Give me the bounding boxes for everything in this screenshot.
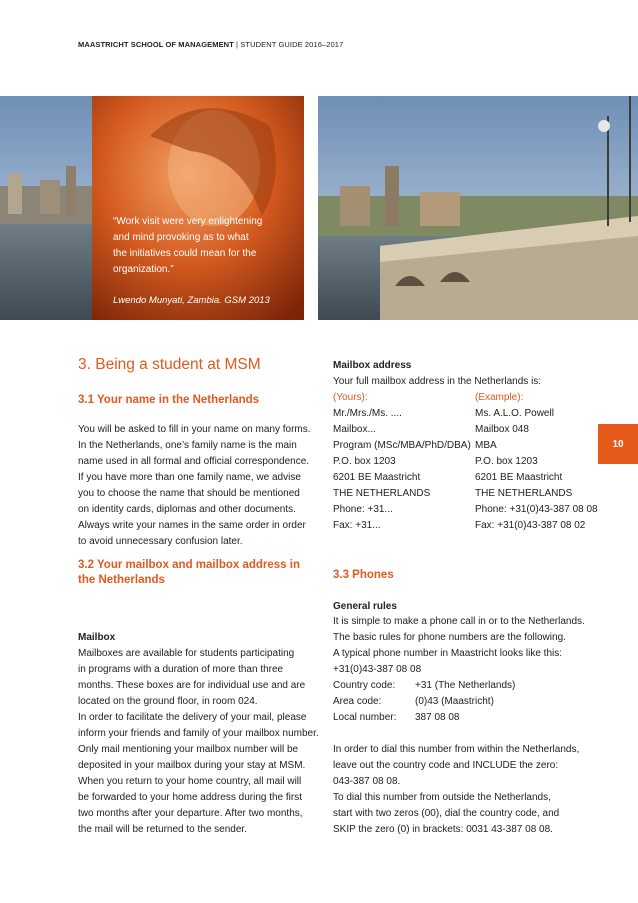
mailbox-address-heading: Mailbox address: [333, 360, 412, 371]
hero-quote: [113, 214, 293, 278]
phone-part-value: 387 08 08: [415, 712, 460, 723]
phone-part-row: [333, 710, 633, 726]
text-line: be forwarded to your home address during the first: [78, 792, 303, 803]
text-line: name used in all formal and official correspondence.: [78, 456, 310, 467]
header-guide: STUDENT GUIDE 2016–2017: [240, 40, 344, 49]
quote-line: the initiatives could mean for the: [113, 248, 257, 259]
text-line: leave out the country code and INCLUDE the zero:: [333, 760, 559, 771]
cell-yours: Program (MSc/MBA/PhD/DBA): [333, 440, 471, 451]
header-brand: MAASTRICHT SCHOOL OF MANAGEMENT: [78, 40, 234, 49]
text-line: In order to facilitate the delivery of your mail, please: [78, 712, 307, 723]
phone-part-row: [333, 678, 633, 694]
hero-photo-strip: [0, 96, 638, 320]
subsection-title-3-2: [78, 558, 300, 588]
header-separator: |: [233, 40, 241, 49]
section-title: 3. Being a student at MSM: [78, 356, 261, 373]
table-row: [333, 470, 598, 486]
mailbox-address-table: [333, 390, 598, 534]
quote-line: “Work visit were very enlightening: [113, 216, 263, 227]
running-header: [78, 40, 343, 49]
text-line: In the Netherlands, one’s family name is the main: [78, 440, 297, 451]
text-line: located on the ground floor, in room 024.: [78, 696, 258, 707]
text-line: It is simple to make a phone call in or to the Netherlands.: [333, 616, 585, 627]
quote-line: and mind provoking as to what: [113, 232, 249, 243]
phones-paragraph: [333, 614, 633, 838]
cell-yours: Mailbox...: [333, 424, 376, 435]
text-line: 043-387 08 08.: [333, 776, 401, 787]
header-example: (Example):: [475, 392, 524, 403]
subsection-title-3-1: 3.1 Your name in the Netherlands: [78, 394, 260, 406]
cell-example: THE NETHERLANDS: [475, 488, 573, 499]
cell-yours: P.O. box 1203: [333, 456, 396, 467]
cell-yours: Fax: +31...: [333, 520, 381, 531]
hero-illustration: [0, 96, 638, 320]
text-line: the mail will be returned to the sender.: [78, 824, 247, 835]
cell-yours: THE NETHERLANDS: [333, 488, 431, 499]
table-row: [333, 422, 598, 438]
text-line: When you return to your home country, all mail will: [78, 776, 302, 787]
table-row: [333, 486, 598, 502]
text-line: SKIP the zero (0) in brackets: 0031 43-387 08 08.: [333, 824, 553, 835]
text-line: Always write your names in the same order in order: [78, 520, 306, 531]
text-line: to avoid unnecessary confusion later.: [78, 536, 243, 547]
phone-part-label: Local number:: [333, 712, 397, 723]
text-line: Mailboxes are available for students participating: [78, 648, 295, 659]
table-row: [333, 502, 598, 518]
table-row: [333, 438, 598, 454]
header-yours: (Yours):: [333, 392, 368, 403]
phone-part-value: +31 (The Netherlands): [415, 680, 516, 691]
text-line: You will be asked to fill in your name on many forms.: [78, 424, 311, 435]
phone-part-label: Country code:: [333, 680, 396, 691]
text-line: Only mail mentioning your mailbox number will be: [78, 744, 299, 755]
cell-example: P.O. box 1203: [475, 456, 538, 467]
title-line: 3.2 Your mailbox and mailbox address in: [78, 559, 300, 571]
mailbox-heading: Mailbox: [78, 632, 116, 643]
phone-part-value: (0)43 (Maastricht): [415, 696, 494, 707]
text-line: in programs with a duration of more than three: [78, 664, 284, 675]
table-row: [333, 406, 598, 422]
text-line: on identity cards, diplomas and other documents.: [78, 504, 296, 515]
text-line: To dial this number from outside the Netherlands,: [333, 792, 551, 803]
text-line: +31(0)43-387 08 08: [333, 664, 422, 675]
phone-part-row: [333, 694, 633, 710]
cell-yours: Phone: +31...: [333, 504, 393, 515]
phone-part-label: Area code:: [333, 696, 382, 707]
text-line: you to choose the name that should be mentioned: [78, 488, 300, 499]
name-paragraph: [78, 422, 328, 550]
cell-example: MBA: [475, 440, 497, 451]
cell-example: Fax: +31(0)43-387 08 02: [475, 520, 586, 531]
text-line: two months after your departure. After two months,: [78, 808, 303, 819]
general-rules-heading: General rules: [333, 601, 397, 612]
subsection-title-3-3: 3.3 Phones: [333, 569, 394, 581]
text-line: start with two zeros (00), dial the country code, and: [333, 808, 560, 819]
cell-example: Ms. A.L.O. Powell: [475, 408, 554, 419]
page-number-tab: 10: [598, 424, 638, 464]
mailbox-address-intro: Your full mailbox address in the Netherlands is:: [333, 376, 542, 387]
title-line: the Netherlands: [78, 574, 165, 586]
cell-yours: 6201 BE Maastricht: [333, 472, 421, 483]
text-line: deposited in your mailbox during your stay at MSM.: [78, 760, 306, 771]
text-line: A typical phone number in Maastricht looks like this:: [333, 648, 562, 659]
mailbox-paragraph: [78, 646, 328, 838]
quote-author: Lwendo Munyati, Zambia. GSM 2013: [113, 295, 270, 306]
cell-example: Mailbox 048: [475, 424, 529, 435]
cell-example: Phone: +31(0)43-387 08 08: [475, 504, 598, 515]
spacer: [333, 726, 633, 742]
text-line: inform your friends and family of your mailbox number.: [78, 728, 319, 739]
quote-line: organization.”: [113, 264, 174, 275]
text-line: In order to dial this number from within the Netherlands,: [333, 744, 580, 755]
address-table-header: [333, 390, 598, 406]
cell-example: 6201 BE Maastricht: [475, 472, 563, 483]
text-line: months. These boxes are for individual use and are: [78, 680, 306, 691]
text-line: The basic rules for phone numbers are the following.: [333, 632, 566, 643]
table-row: [333, 454, 598, 470]
table-row: [333, 518, 598, 534]
text-line: If you have more than one family name, we advise: [78, 472, 301, 483]
cell-yours: Mr./Mrs./Ms. ....: [333, 408, 402, 419]
